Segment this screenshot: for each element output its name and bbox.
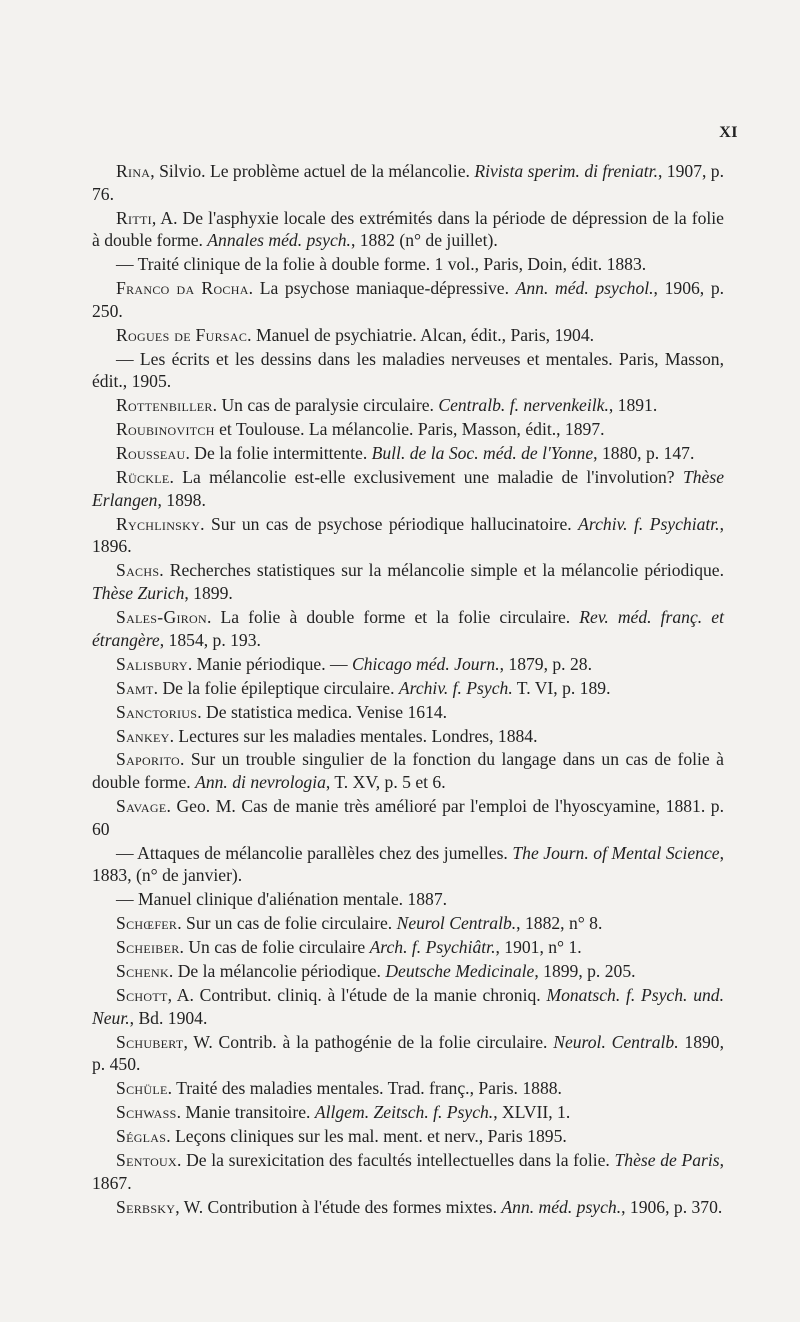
entry-author: Rychlinsky (116, 513, 201, 534)
bibliography-list (92, 160, 724, 1220)
entry-text: et Toulouse. La mélancolie. Paris, Masson, édit., 1897. (214, 419, 605, 440)
entry-text: . De statistica medica. Venise 1614. (197, 701, 448, 722)
entry-details: , XLVII, 1. (493, 1102, 571, 1123)
entry-text: . Un cas de paralysie circulaire. (212, 395, 439, 416)
entry-source: Thèse Erlangen (92, 467, 724, 510)
bibliography-entry (92, 795, 724, 840)
entry-author: Rogues de Fursac (116, 324, 248, 345)
bibliography-entry (92, 1031, 724, 1076)
entry-author: Schott (116, 985, 168, 1006)
bibliography-entry (92, 725, 724, 748)
entry-details: , 1896. (92, 513, 724, 557)
entry-author: Rückle (116, 467, 170, 488)
entry-text: . Sur un trouble singulier de la fonction du langage dans un cas de folie à double forme. (92, 749, 724, 793)
entry-details: , 1879, p. 28. (499, 653, 592, 674)
bibliography-entry (92, 253, 724, 276)
entry-source: Ann. méd. psych. (501, 1196, 622, 1217)
entry-author: Rottenbiller (116, 395, 213, 416)
entry-author: Rousseau (116, 443, 186, 464)
bibliography-entry (92, 984, 724, 1029)
bibliography-entry (92, 277, 724, 322)
entry-text: . De la mélancolie périodique. (168, 961, 386, 982)
entry-source: Allgem. Zeitsch. f. Psych. (314, 1102, 494, 1123)
bibliography-entry (92, 888, 724, 911)
entry-text: . Manie périodique. — (187, 653, 353, 674)
bibliography-entry (92, 1101, 724, 1124)
entry-author: Séglas (116, 1126, 167, 1147)
bibliography-entry (92, 1125, 724, 1148)
entry-source: Chicago méd. Journ. (352, 653, 500, 674)
entry-text: , A. De l'asphyxie locale des extrémités dans la période de dépression de la folie à double forme. (92, 207, 724, 251)
entry-author: Schœfer (116, 913, 178, 934)
bibliography-entry (92, 653, 724, 676)
entry-text: . Manuel de psychiatrie. Alcan, édit., Paris, 1904. (247, 324, 595, 345)
entry-author: Roubinovitch (116, 419, 215, 440)
entry-author: Rina (116, 161, 151, 181)
entry-text: . Traité des maladies mentales. Trad. franç., Paris. 1888. (167, 1078, 562, 1099)
entry-details: , 1882 (n° de juillet). (350, 230, 498, 251)
entry-details: 1890, p. 450. (92, 1031, 725, 1075)
entry-text: — Attaques de mélancolie parallèles chez des jumelles. (116, 842, 513, 863)
entry-details: , Bd. 1904. (129, 1007, 208, 1028)
entry-author: Schüle (116, 1078, 168, 1099)
entry-source: Bull. de la Soc. méd. de l'Yonne (371, 443, 594, 464)
bibliography-entry (92, 701, 724, 724)
entry-text: , Silvio. Le problème actuel de la mélancolie. (150, 161, 475, 181)
entry-author: Ritti (116, 207, 152, 228)
bibliography-entry (92, 912, 724, 935)
entry-source: Deutsche Medicinale (385, 961, 535, 982)
bibliography-entry (92, 748, 724, 793)
entry-details: , 1906, p. 370. (621, 1196, 723, 1217)
entry-details: , 1906, p. 250. (92, 278, 725, 321)
bibliography-entry (92, 1196, 724, 1219)
entry-text: . Lectures sur les maladies mentales. Londres, 1884. (169, 725, 538, 746)
entry-text: . Un cas de folie circulaire (179, 937, 370, 958)
entry-author: Schenk (116, 961, 169, 982)
bibliography-entry (92, 324, 724, 347)
entry-source: Monatsch. f. Psych. und. Neur. (92, 985, 724, 1028)
entry-source: Rev. méd. franç. et étrangère (92, 606, 724, 650)
entry-author: Schwass (116, 1102, 177, 1123)
entry-text: . Sur un cas de psychose périodique hallucinatoire. (200, 513, 579, 534)
entry-text: — Traité clinique de la folie à double forme. 1 vol., Paris, Doin, édit. 1883. (116, 254, 647, 275)
entry-text: . De la folie épileptique circulaire. (153, 677, 399, 698)
entry-source: Annales méd. psych. (207, 230, 351, 251)
entry-details: , 1898. (157, 489, 206, 510)
bibliography-entry (92, 348, 724, 393)
entry-source: Archiv. f. Psychiatr. (578, 513, 720, 534)
bibliography-entry (92, 1149, 724, 1194)
entry-details: , 1901, n° 1. (495, 937, 582, 958)
entry-text: , W. Contribution à l'étude des formes mixtes. (175, 1196, 502, 1217)
entry-details: , 1854, p. 193. (159, 629, 261, 650)
entry-author: Salisbury (116, 653, 188, 674)
entry-details: , 1880, p. 147. (593, 443, 695, 464)
entry-author: Sales-Giron (116, 606, 207, 627)
entry-details: , 1899, p. 205. (534, 961, 636, 982)
entry-text: . La mélancolie est-elle exclusivement une maladie de l'involution? (169, 467, 683, 488)
entry-author: Samt (116, 677, 154, 698)
entry-author: Serbsky (116, 1196, 176, 1217)
entry-text: . Sur un cas de folie circulaire. (177, 913, 397, 934)
entry-text: — Les écrits et les dessins dans les maladies nerveuses et mentales. Paris, Masson, édit., 1905. (92, 348, 724, 392)
bibliography-entry (92, 606, 724, 651)
entry-source: Archiv. f. Psych. (398, 677, 513, 698)
bibliography-entry (92, 677, 724, 700)
bibliography-entry (92, 513, 724, 558)
entry-text: . La psychose maniaque-dépressive. (248, 278, 516, 299)
entry-source: Neurol. Centralb. (553, 1031, 679, 1052)
bibliography-entry (92, 418, 724, 441)
entry-details: , 1883, (n° de janvier). (92, 842, 724, 886)
entry-text: . La folie à double forme et la folie circulaire. (206, 606, 580, 627)
entry-text: — Manuel clinique d'aliénation mentale. 1887. (116, 889, 448, 910)
bibliography-entry (92, 394, 724, 417)
entry-details: , 1882, n° 8. (516, 913, 603, 934)
entry-text: . De la surexicitation des facultés intellectuelles dans la folie. (177, 1150, 615, 1171)
bibliography-entry (92, 160, 724, 205)
entry-source: Centralb. f. nervenkeilk. (438, 395, 609, 416)
entry-details: T. VI, p. 189. (512, 677, 611, 698)
bibliography-entry (92, 207, 724, 252)
entry-author: Savage (116, 796, 167, 817)
entry-text: . De la folie intermittente. (185, 443, 372, 464)
entry-author: Sentoux (116, 1150, 177, 1171)
entry-source: Thèse Zurich (92, 582, 185, 603)
entry-author: Schubert (116, 1031, 184, 1052)
entry-author: Sankey (116, 725, 170, 746)
bibliography-entry (92, 1077, 724, 1100)
entry-author: Franco da Rocha (116, 278, 249, 299)
bibliography-entry (92, 442, 724, 465)
entry-source: The Journ. of Mental Science (512, 842, 720, 863)
entry-text: . Recherches statistiques sur la mélancolie simple et la mélancolie périodique. (159, 560, 724, 581)
bibliography-entry (92, 936, 724, 959)
entry-source: Ann. di nevrologia (195, 772, 326, 793)
entry-text: . Geo. M. Cas de manie très amélioré par l'emploi de l'hyoscyamine, 1881. p. 60 (92, 796, 724, 839)
entry-author: Sanctorius (116, 701, 198, 722)
entry-author: Scheiber (116, 937, 180, 958)
page-number: XI (719, 124, 738, 141)
entry-details: , 1867. (92, 1150, 724, 1193)
entry-details: , 1907, p. 76. (92, 161, 724, 204)
entry-source: Rivista sperim. di freniatr. (474, 161, 658, 181)
entry-details: , T. XV, p. 5 et 6. (325, 772, 446, 793)
bibliography-entry (92, 559, 724, 604)
entry-source: Ann. méd. psychol. (515, 278, 654, 299)
entry-details: , 1891. (608, 395, 658, 416)
entry-text: , W. Contrib. à la pathogénie de la folie circulaire. (183, 1031, 554, 1052)
entry-author: Saporito (116, 749, 180, 770)
entry-details: , 1899. (184, 582, 233, 603)
entry-text: . Leçons cliniques sur les mal. ment. et nerv., Paris 1895. (166, 1126, 567, 1147)
entry-text: . Manie transitoire. (176, 1102, 315, 1123)
entry-source: Neurol Centralb. (396, 913, 517, 934)
bibliography-entry (92, 960, 724, 983)
entry-text: , A. Contribut. cliniq. à l'étude de la manie chroniq. (167, 985, 547, 1006)
bibliography-entry (92, 842, 724, 887)
entry-source: Thèse de Paris (614, 1150, 720, 1171)
entry-source: Arch. f. Psychiâtr. (369, 937, 496, 958)
entry-author: Sachs (116, 560, 160, 581)
bibliography-entry (92, 466, 724, 511)
